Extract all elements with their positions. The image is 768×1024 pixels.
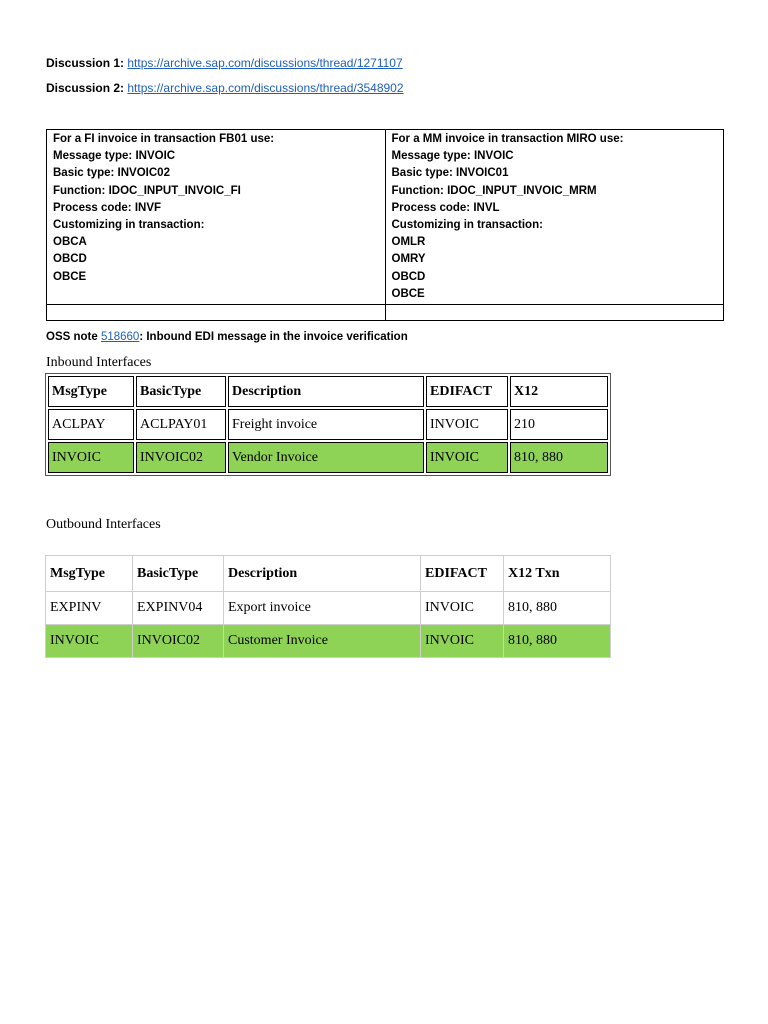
header-x12: X12 <box>510 376 608 407</box>
table-row-highlighted <box>46 625 611 658</box>
mm-line: Process code: INVL <box>391 201 500 214</box>
oss-note-suffix: : Inbound EDI message in the invoice verification <box>139 331 408 343</box>
cell-basictype: INVOIC02 <box>136 442 226 473</box>
discussion-1-link[interactable]: https://archive.sap.com/discussions/thread/1271107 <box>127 56 403 70</box>
cell-msgtype: INVOIC <box>48 442 134 473</box>
mm-line: Customizing in transaction: <box>391 219 543 232</box>
fi-line: Function: IDOC_INPUT_INVOIC_FI <box>53 184 241 197</box>
table-row-highlighted <box>48 442 608 473</box>
header-description: Description <box>228 376 424 407</box>
header-x12-txn: X12 Txn <box>504 556 611 592</box>
cell-edifact: INVOIC <box>426 409 508 440</box>
mm-line: Basic type: INVOIC01 <box>391 167 509 180</box>
header-msgtype: MsgType <box>46 556 133 592</box>
discussion-2-link[interactable]: https://archive.sap.com/discussions/thread/3548902 <box>127 81 404 95</box>
mm-line: OMRY <box>391 253 426 266</box>
cell-x12: 210 <box>510 409 608 440</box>
cell-x12: 810, 880 <box>504 592 611 625</box>
oss-note-prefix: OSS note <box>46 331 101 343</box>
oss-note-link[interactable]: 518660 <box>100 331 140 343</box>
mm-line: OMLR <box>391 236 426 249</box>
cell-description: Export invoice <box>224 592 421 625</box>
cell-description: Vendor Invoice <box>228 442 424 473</box>
cell-msgtype: ACLPAY <box>48 409 134 440</box>
header-basictype: BasicType <box>136 376 226 407</box>
cell-basictype: EXPINV04 <box>133 592 224 625</box>
cell-basictype: ACLPAY01 <box>136 409 226 440</box>
discussion-1-label: Discussion 1: <box>46 56 125 70</box>
cell-edifact: INVOIC <box>426 442 508 473</box>
info-table-row <box>47 130 724 305</box>
cell-description: Customer Invoice <box>224 625 421 658</box>
oss-note-line <box>46 331 408 343</box>
fi-line: Basic type: INVOIC02 <box>53 167 170 180</box>
header-description: Description <box>224 556 421 592</box>
fi-line: OBCA <box>53 236 87 249</box>
table-row <box>46 592 611 625</box>
cell-edifact: INVOIC <box>421 592 504 625</box>
mm-line: Message type: INVOIC <box>391 150 514 163</box>
fi-line: OBCD <box>53 253 87 266</box>
inbound-table <box>45 373 611 476</box>
inbound-title: Inbound Interfaces <box>46 355 152 370</box>
table-row <box>48 409 608 440</box>
cell-x12: 810, 880 <box>510 442 608 473</box>
discussion-2-label: Discussion 2: <box>46 81 125 95</box>
fi-line: OBCE <box>53 270 87 283</box>
fi-invoice-cell <box>47 130 386 305</box>
fi-line: For a FI invoice in transaction FB01 use: <box>53 133 275 145</box>
cell-description: Freight invoice <box>228 409 424 440</box>
mm-invoice-cell <box>385 130 724 305</box>
invoice-config-table <box>46 129 724 321</box>
discussion-2-line <box>46 80 404 96</box>
fi-line: Process code: INVF <box>53 201 162 214</box>
fi-line: Customizing in transaction: <box>53 219 205 232</box>
cell-msgtype: EXPINV <box>46 592 133 625</box>
outbound-title: Outbound Interfaces <box>46 517 161 532</box>
cell-msgtype: INVOIC <box>46 625 133 658</box>
mm-line: OBCE <box>391 287 425 300</box>
info-table-empty-row <box>47 305 724 321</box>
table-header-row <box>46 556 611 592</box>
outbound-table <box>45 555 611 658</box>
table-header-row <box>48 376 608 407</box>
header-edifact: EDIFACT <box>421 556 504 592</box>
mm-line: For a MM invoice in transaction MIRO use: <box>391 133 624 145</box>
header-edifact: EDIFACT <box>426 376 508 407</box>
cell-basictype: INVOIC02 <box>133 625 224 658</box>
mm-line: OBCD <box>391 270 426 283</box>
cell-edifact: INVOIC <box>421 625 504 658</box>
header-msgtype: MsgType <box>48 376 134 407</box>
discussion-1-line <box>46 55 403 71</box>
header-basictype: BasicType <box>133 556 224 592</box>
empty-cell <box>47 305 386 321</box>
cell-x12: 810, 880 <box>504 625 611 658</box>
empty-cell <box>385 305 724 321</box>
fi-line: Message type: INVOIC <box>53 150 176 163</box>
mm-line: Function: IDOC_INPUT_INVOIC_MRM <box>391 184 597 197</box>
